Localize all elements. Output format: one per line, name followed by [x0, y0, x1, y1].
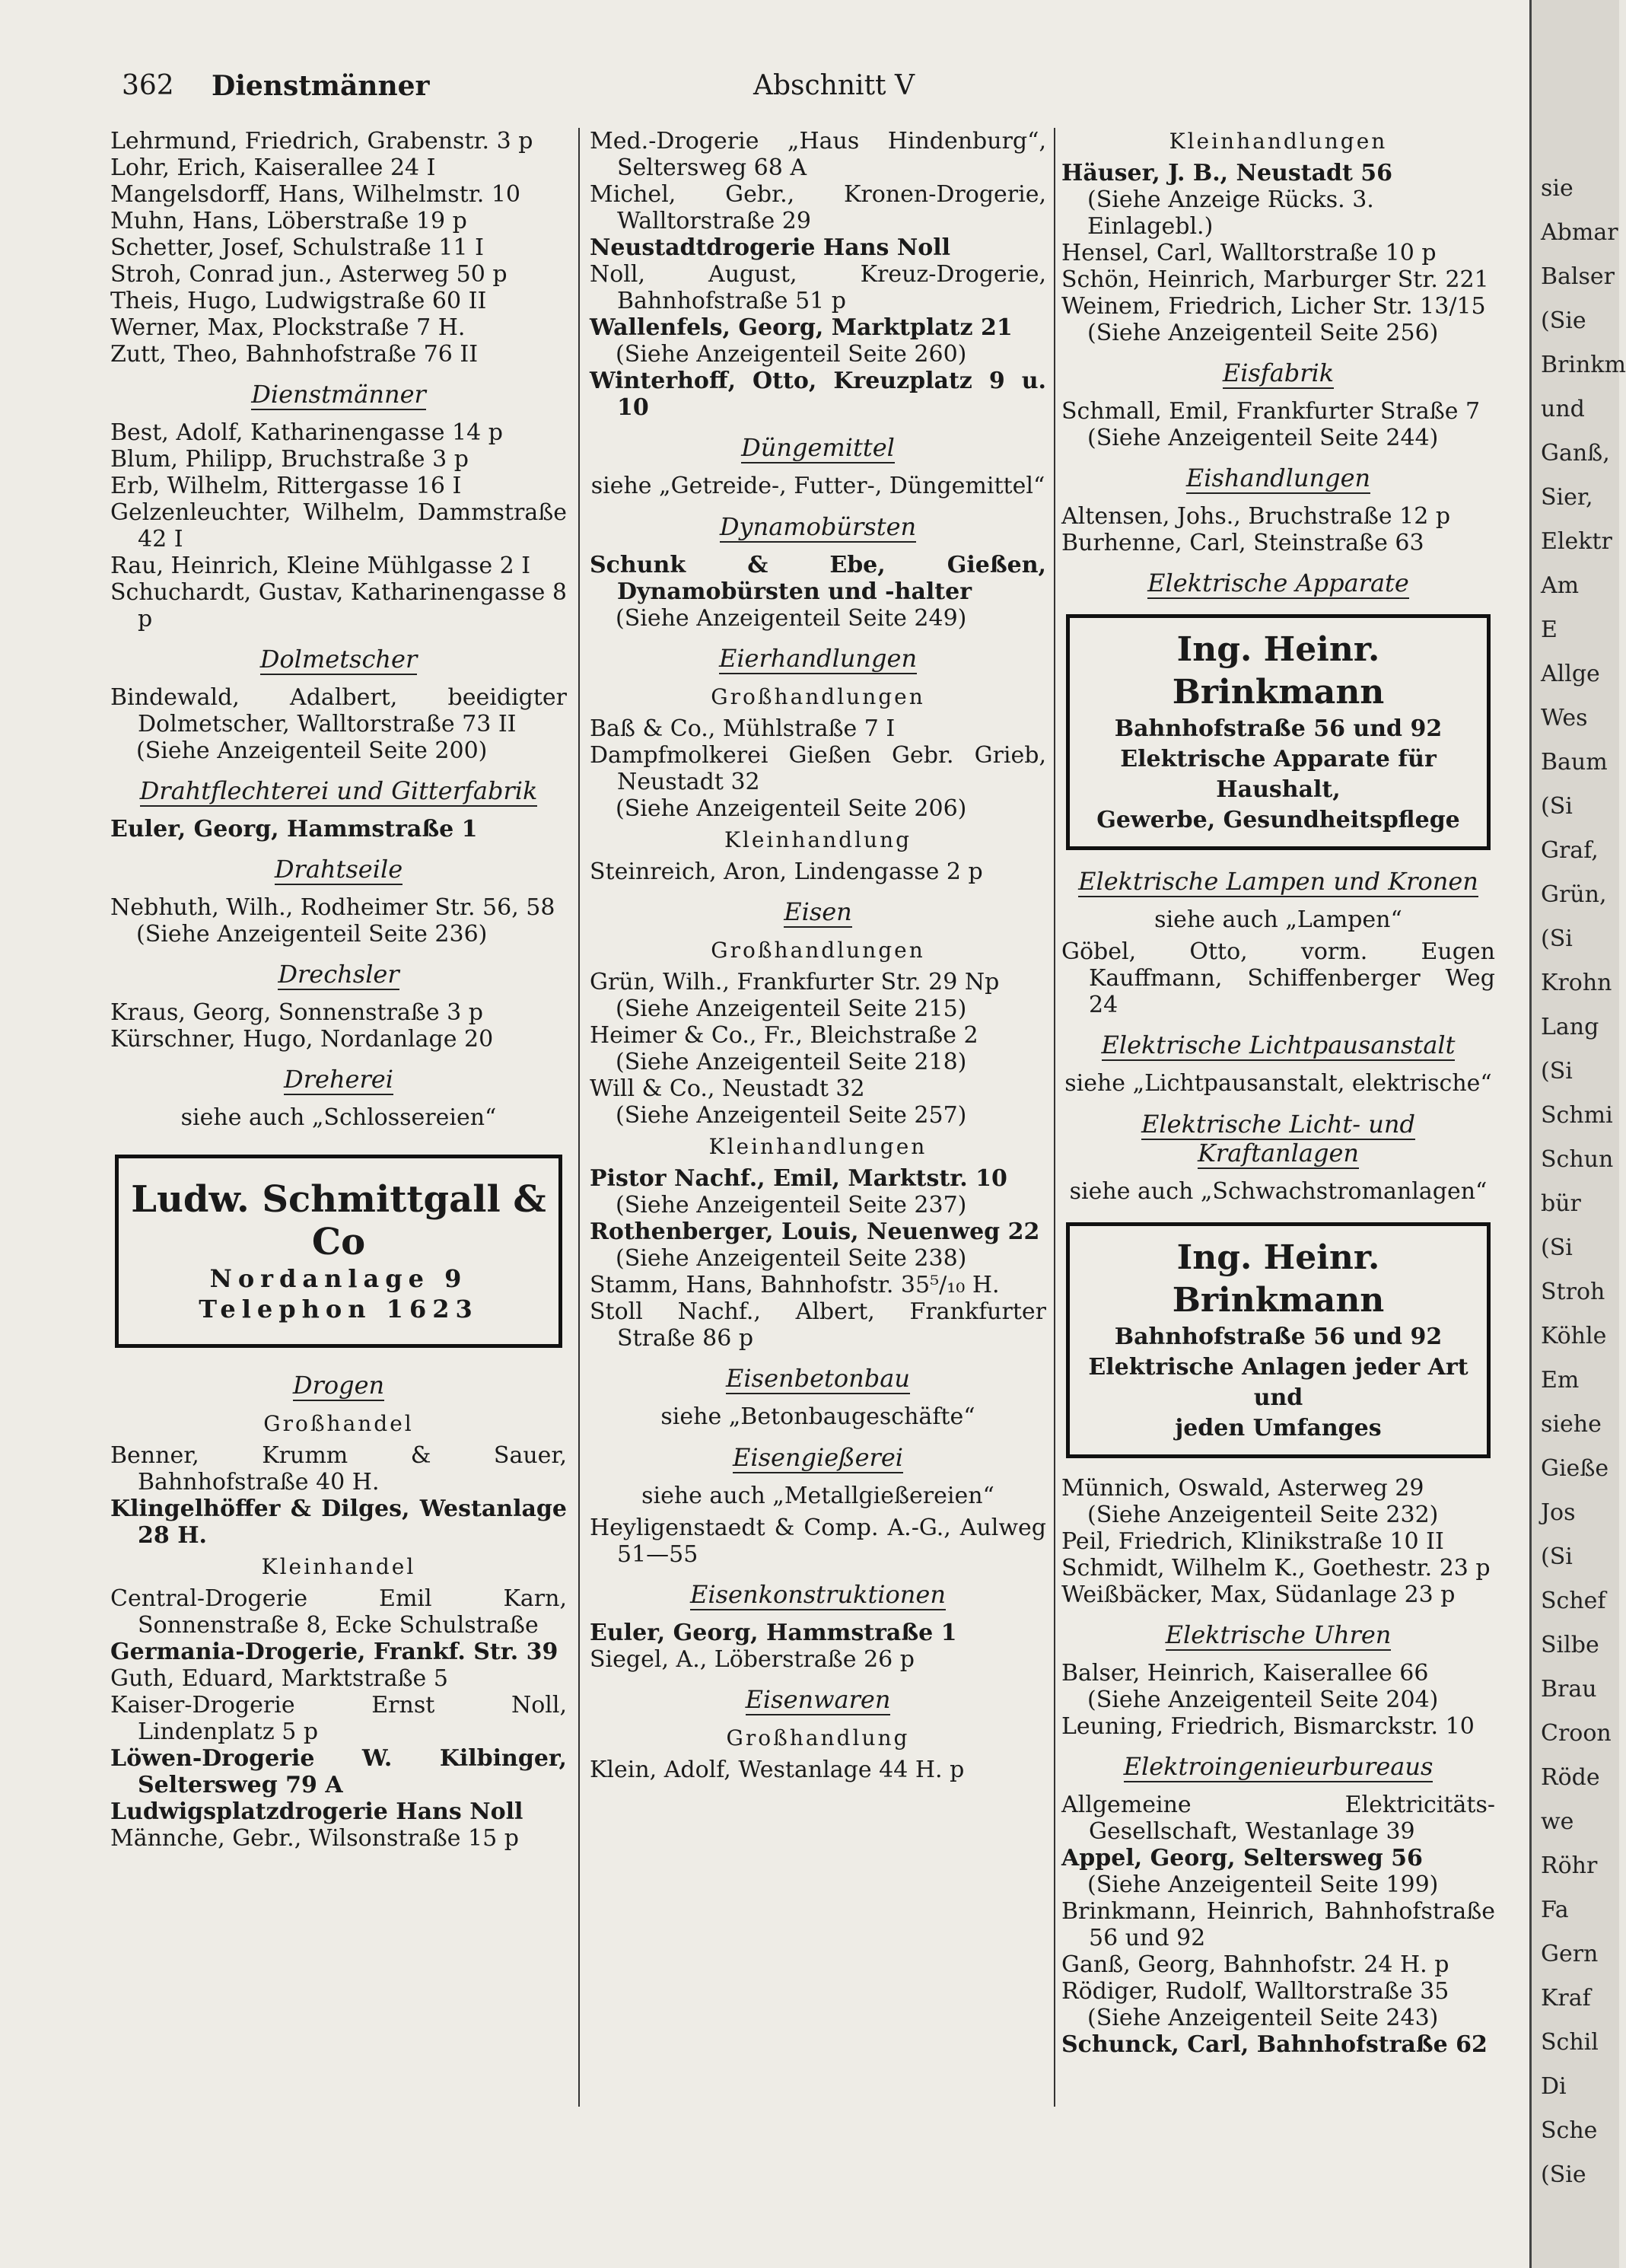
- directory-entry: Schetter, Josef, Schulstraße 11 I: [110, 234, 484, 261]
- adjacent-page-fragment: (Si: [1541, 793, 1573, 820]
- ad-reference: (Siehe Anzeigenteil Seite 244): [1087, 425, 1439, 451]
- subheading: Kleinhandlungen: [708, 1134, 928, 1159]
- directory-entry: Kraus, Georg, Sonnenstraße 3 p: [110, 999, 483, 1026]
- directory-entry: Kaiser-Drogerie Ernst Noll, Lindenplatz 5 p: [110, 1692, 567, 1745]
- directory-entry: Gelzenleuchter, Wilhelm, Dammstraße 42 I: [110, 499, 567, 553]
- adjacent-page-fragment: Lang: [1541, 1014, 1599, 1040]
- see-also: siehe „Betonbaugeschäfte“: [660, 1403, 975, 1430]
- adjacent-page-fragment: Baum: [1541, 749, 1608, 776]
- directory-entry: Lehrmund, Friedrich, Grabenstr. 3 p: [110, 128, 533, 154]
- entry-list: [1061, 503, 1495, 556]
- adjacent-page-fragment: Schun: [1541, 1146, 1614, 1173]
- adjacent-page-fragment: Gern: [1541, 1941, 1599, 1967]
- category-heading: Elektrische Uhren: [1165, 1620, 1392, 1649]
- entry-list: [110, 128, 567, 368]
- directory-entry: Wallenfels, Georg, Marktplatz 21: [590, 314, 1013, 341]
- category-heading: Eisenwaren: [745, 1685, 891, 1714]
- ad-reference: (Siehe Anzeigenteil Seite 236): [136, 921, 488, 948]
- column-1: [110, 128, 567, 1852]
- adjacent-page-edge: [1529, 0, 1626, 2268]
- entry-list: [1061, 1792, 1495, 2058]
- ad-line: Elektrische Apparate für Haushalt,: [1120, 746, 1437, 803]
- column-rule: [1054, 128, 1055, 2107]
- adjacent-page-fragment: Köhle: [1541, 1323, 1607, 1349]
- category-heading: Drogen: [292, 1371, 385, 1400]
- adjacent-page-fragment: (Sie: [1541, 2161, 1586, 2188]
- directory-entry: Neustadtdrogerie Hans Noll: [590, 234, 951, 261]
- ad-line: jeden Umfanges: [1175, 1415, 1382, 1441]
- ad-reference: (Siehe Anzeigenteil Seite 218): [616, 1049, 967, 1075]
- adjacent-page-fragment: (Sie: [1541, 307, 1586, 334]
- directory-entry: Schmall, Emil, Frankfurter Straße 7: [1061, 398, 1481, 425]
- adjacent-page-fragment: Schef: [1541, 1588, 1606, 1614]
- ad-reference: (Siehe Anzeigenteil Seite 206): [616, 795, 967, 822]
- directory-entry: Michel, Gebr., Kronen-Drogerie, Walltorstraße 29: [590, 181, 1046, 234]
- category-heading: Drahtseile: [274, 855, 403, 884]
- entry-list: [110, 1442, 567, 1549]
- ad-company-name: Ing. Heinr. Brinkmann: [1172, 1238, 1385, 1320]
- directory-entry: Stoll Nachf., Albert, Frankfurter Straße 86 p: [590, 1298, 1046, 1352]
- directory-entry: Siegel, A., Löberstraße 26 p: [590, 1646, 915, 1673]
- directory-entry: Rau, Heinrich, Kleine Mühlgasse 2 I: [110, 553, 531, 579]
- category-heading: Elektrische Licht- und Kraftanlagen: [1141, 1110, 1415, 1167]
- category-heading: Eisenbetonbau: [726, 1364, 910, 1393]
- adjacent-page-fragment: Sier,: [1541, 484, 1593, 511]
- adjacent-page-fragment: (Si: [1541, 925, 1573, 952]
- directory-entry: Euler, Georg, Hammstraße 1: [590, 1620, 957, 1646]
- entry-list: [110, 1585, 567, 1852]
- adjacent-page-fragment: we: [1541, 1808, 1574, 1835]
- adjacent-page-fragment: bür: [1541, 1190, 1581, 1217]
- adjacent-page-fragment: Di: [1541, 2073, 1567, 2100]
- directory-entry: Bindewald, Adalbert, beeidigter Dolmetscher, Walltorstraße 73 II: [110, 684, 567, 737]
- ad-reference: (Siehe Anzeigenteil Seite 260): [616, 341, 967, 368]
- directory-entry: Blum, Philipp, Bruchstraße 3 p: [110, 446, 469, 473]
- directory-entry: Steinreich, Aron, Lindengasse 2 p: [590, 858, 983, 885]
- adjacent-page-fragment: Abmar: [1541, 219, 1618, 246]
- ad-reference: (Siehe Anzeigenteil Seite 215): [616, 995, 967, 1022]
- directory-entry: Schunck, Carl, Bahnhofstraße 62: [1061, 2031, 1488, 2058]
- see-also: siehe auch „Metallgießereien“: [641, 1483, 994, 1509]
- adjacent-page-fragment: Brau: [1541, 1676, 1597, 1703]
- directory-entry: Mangelsdorff, Hans, Wilhelmstr. 10: [110, 181, 520, 208]
- adjacent-page-fragment: siehe: [1541, 1411, 1602, 1438]
- adjacent-page-fragment: Röhr: [1541, 1852, 1598, 1879]
- adjacent-page-fragment: Elektr: [1541, 528, 1612, 555]
- section-label: Abschnitt V: [753, 70, 915, 101]
- page-number: 362: [122, 70, 174, 101]
- category-heading: Eishandlungen: [1185, 463, 1371, 492]
- directory-entry: Pistor Nachf., Emil, Marktstr. 10: [590, 1165, 1007, 1192]
- adjacent-page-fragment: Krohn: [1541, 970, 1612, 996]
- directory-entry: Schön, Heinrich, Marburger Str. 221: [1061, 266, 1489, 293]
- category-heading: Drahtflechterei und Gitterfabrik: [139, 776, 538, 805]
- subheading: Kleinhandlungen: [1169, 129, 1388, 154]
- directory-entry: Rödiger, Rudolf, Walltorstraße 35: [1061, 1978, 1449, 2005]
- see-also: siehe auch „Schlossereien“: [180, 1104, 497, 1131]
- category-heading: Eisen: [784, 897, 852, 926]
- ad-company-name: Ludw. Schmittgall & Co: [131, 1178, 546, 1263]
- directory-entry: Muhn, Hans, Löberstraße 19 p: [110, 208, 467, 234]
- directory-entry: Germania-Drogerie, Frankf. Str. 39: [110, 1639, 558, 1665]
- ad-reference: (Siehe Anzeigenteil Seite 249): [616, 605, 967, 632]
- directory-entry: Schunk & Ebe, Gießen, Dynamobürsten und -halter: [590, 552, 1046, 605]
- adjacent-page-fragment: Stroh: [1541, 1279, 1605, 1305]
- adjacent-page-fragment: Sche: [1541, 2117, 1598, 2144]
- page-title: Dienstmänner: [212, 70, 430, 102]
- adjacent-page-fragment: E: [1541, 616, 1558, 643]
- ad-address: Bahnhofstraße 56 und 92: [1114, 1324, 1443, 1350]
- directory-entry: Werner, Max, Plockstraße 7 H.: [110, 314, 466, 341]
- ad-reference: (Siehe Anzeigenteil Seite 204): [1087, 1687, 1439, 1713]
- column-3: [1061, 128, 1495, 2058]
- directory-entry: Will & Co., Neustadt 32: [590, 1075, 865, 1102]
- directory-entry: Balser, Heinrich, Kaiserallee 66: [1061, 1660, 1429, 1687]
- adjacent-page-fragment: Am: [1541, 572, 1580, 599]
- entry-list: [1061, 1475, 1495, 1608]
- adjacent-page-fragment: Graf,: [1541, 837, 1599, 864]
- directory-entry: Baß & Co., Mühlstraße 7 I: [590, 715, 896, 742]
- directory-entry: Ludwigsplatzdrogerie Hans Noll: [110, 1798, 523, 1825]
- category-heading: Dienstmänner: [251, 380, 426, 409]
- column-rule: [578, 128, 580, 2107]
- category-heading: Eisenkonstruktionen: [690, 1580, 946, 1609]
- directory-entry: Ganß, Georg, Bahnhofstr. 24 H. p: [1061, 1951, 1449, 1978]
- ad-reference: (Siehe Anzeige Rücks. 3. Einlagebl.): [1087, 186, 1374, 240]
- subheading: Großhandlungen: [711, 938, 925, 963]
- ad-line: Gewerbe, Gesundheitspflege: [1096, 807, 1460, 833]
- column-2: [590, 128, 1046, 1783]
- page-header: [122, 70, 1507, 116]
- directory-entry: Winterhoff, Otto, Kreuzplatz 9 u. 10: [590, 368, 1046, 421]
- directory-entry: Heyligenstaedt & Comp. A.-G., Aulweg 51—55: [590, 1515, 1046, 1568]
- directory-entry: Guth, Eduard, Marktstraße 5: [110, 1665, 448, 1692]
- category-heading: Eisfabrik: [1222, 358, 1335, 387]
- adjacent-page-fragment: (Si: [1541, 1234, 1573, 1261]
- adjacent-page-fragment: Em: [1541, 1367, 1580, 1394]
- see-also: siehe „Lichtpausanstalt, elektrische“: [1064, 1070, 1492, 1097]
- ad-reference: (Siehe Anzeigenteil Seite 200): [136, 737, 488, 764]
- see-also: siehe auch „Lampen“: [1154, 906, 1402, 933]
- subheading: Großhandel: [263, 1411, 414, 1436]
- directory-entry: Brinkmann, Heinrich, Bahnhofstraße 56 und 92: [1061, 1898, 1495, 1951]
- category-heading: Elektrische Apparate: [1147, 569, 1409, 597]
- directory-entry: Löwen-Drogerie W. Kilbinger, Seltersweg 79 A: [110, 1745, 567, 1798]
- adjacent-page-fragment: Wes: [1541, 705, 1588, 731]
- directory-entry: Dampfmolkerei Gießen Gebr. Grieb, Neustadt 32: [590, 742, 1046, 795]
- category-heading: Elektroingenieurbureaus: [1123, 1752, 1433, 1781]
- ad-reference: (Siehe Anzeigenteil Seite 256): [1087, 320, 1439, 346]
- entry-list: [110, 999, 567, 1053]
- ad-reference: (Siehe Anzeigenteil Seite 243): [1087, 2005, 1439, 2031]
- adjacent-page-fragment: sie: [1541, 175, 1573, 202]
- directory-entry: Klingelhöffer & Dilges, Westanlage 28 H.: [110, 1496, 567, 1549]
- directory-entry: Benner, Krumm & Sauer, Bahnhofstraße 40 H.: [110, 1442, 567, 1496]
- entry-list: [110, 419, 567, 632]
- ad-reference: (Siehe Anzeigenteil Seite 238): [616, 1245, 967, 1272]
- ad-phone: Telephon 1623: [199, 1295, 479, 1324]
- adjacent-page-fragment: Grün,: [1541, 881, 1607, 908]
- adjacent-page-fragment: und: [1541, 396, 1585, 422]
- directory-entry: Weißbäcker, Max, Südanlage 23 p: [1061, 1582, 1456, 1608]
- ad-address: Bahnhofstraße 56 und 92: [1114, 715, 1443, 742]
- directory-entry: Med.-Drogerie „Haus Hindenburg“, Seltersweg 68 A: [590, 128, 1046, 181]
- directory-entry: Best, Adolf, Katharinengasse 14 p: [110, 419, 503, 446]
- adjacent-page-fragment: Balser: [1541, 263, 1615, 290]
- directory-entry: Peil, Friedrich, Klinikstraße 10 II: [1061, 1528, 1444, 1555]
- ad-line: Elektrische Anlagen jeder Art und: [1088, 1354, 1468, 1411]
- directory-entry: Stroh, Conrad jun., Asterweg 50 p: [110, 261, 508, 288]
- adjacent-page-fragment: Silbe: [1541, 1632, 1599, 1658]
- directory-entry: Schmidt, Wilhelm K., Goethestr. 23 p: [1061, 1555, 1491, 1582]
- adjacent-page-fragment: Brinkm: [1541, 352, 1626, 378]
- see-also: siehe „Getreide-, Futter-, Düngemittel“: [590, 473, 1045, 499]
- directory-entry: Erb, Wilhelm, Rittergasse 16 I: [110, 473, 462, 499]
- directory-entry: Heimer & Co., Fr., Bleichstraße 2: [590, 1022, 978, 1049]
- directory-entry: Rothenberger, Louis, Neuenweg 22: [590, 1218, 1040, 1245]
- directory-entry: Noll, August, Kreuz-Drogerie, Bahnhofstraße 51 p: [590, 261, 1046, 314]
- advertisement-brinkmann-apparate: [1066, 614, 1491, 850]
- directory-entry: Lohr, Erich, Kaiserallee 24 I: [110, 154, 436, 181]
- directory-entry: Burhenne, Carl, Steinstraße 63: [1061, 530, 1424, 556]
- category-heading: Elektrische Lichtpausanstalt: [1101, 1030, 1456, 1059]
- ad-reference: (Siehe Anzeigenteil Seite 257): [616, 1102, 967, 1129]
- directory-entry: Appel, Georg, Seltersweg 56: [1061, 1845, 1423, 1871]
- advertisement-brinkmann-anlagen: [1066, 1222, 1491, 1458]
- subheading: Großhandlung: [726, 1725, 910, 1750]
- ad-reference: (Siehe Anzeigenteil Seite 199): [1087, 1871, 1439, 1898]
- subheading: Kleinhandlung: [724, 827, 912, 852]
- category-heading: Dolmetscher: [259, 645, 418, 674]
- directory-entry: Allgemeine Elektricitäts-Gesellschaft, Westanlage 39: [1061, 1792, 1495, 1845]
- directory-entry: Schuchardt, Gustav, Katharinengasse 8 p: [110, 579, 567, 632]
- adjacent-page-fragment: Röde: [1541, 1764, 1600, 1791]
- category-heading: Eisengießerei: [733, 1443, 903, 1472]
- entry-list: [590, 128, 1046, 341]
- see-also: siehe auch „Schwachstromanlagen“: [1069, 1178, 1488, 1205]
- adjacent-page-fragment: Schil: [1541, 2029, 1599, 2056]
- directory-entry: Münnich, Oswald, Asterweg 29: [1061, 1475, 1424, 1502]
- ad-address: Nordanlage 9: [209, 1264, 468, 1293]
- adjacent-page-fragment: Fa: [1541, 1897, 1569, 1923]
- category-heading: Dreherei: [284, 1065, 393, 1094]
- advertisement-schmittgall: [115, 1155, 562, 1348]
- directory-entry: Central-Drogerie Emil Karn, Sonnenstraße 8, Ecke Schulstraße: [110, 1585, 567, 1639]
- directory-entry: Hensel, Carl, Walltorstraße 10 p: [1061, 240, 1437, 266]
- directory-entry: Leuning, Friedrich, Bismarckstr. 10: [1061, 1713, 1475, 1740]
- adjacent-page-fragment: Jos: [1541, 1499, 1576, 1526]
- directory-entry: Nebhuth, Wilh., Rodheimer Str. 56, 58: [110, 894, 555, 921]
- category-heading: Eierhandlungen: [718, 644, 918, 673]
- adjacent-page-fragment: (Si: [1541, 1058, 1573, 1085]
- directory-entry: Grün, Wilh., Frankfurter Str. 29 Np: [590, 969, 1000, 995]
- category-heading: Dynamobürsten: [719, 512, 917, 541]
- directory-entry: Altensen, Johs., Bruchstraße 12 p: [1061, 503, 1451, 530]
- adjacent-page-fragment: Kraf: [1541, 1985, 1591, 2012]
- adjacent-page-fragment: Schmi: [1541, 1102, 1613, 1129]
- adjacent-page-fragment: (Si: [1541, 1543, 1573, 1570]
- adjacent-page-fragment: Allge: [1541, 661, 1600, 687]
- ad-reference: (Siehe Anzeigenteil Seite 232): [1087, 1502, 1439, 1528]
- adjacent-page-fragment: Ganß,: [1541, 440, 1610, 467]
- ad-reference: (Siehe Anzeigenteil Seite 237): [616, 1192, 967, 1218]
- category-heading: Düngemittel: [741, 433, 895, 462]
- adjacent-page-fragment: Croon: [1541, 1720, 1612, 1747]
- directory-entry: Euler, Georg, Hammstraße 1: [110, 816, 478, 843]
- directory-entry: Häuser, J. B., Neustadt 56: [1061, 160, 1393, 186]
- directory-entry: Weinem, Friedrich, Licher Str. 13/15: [1061, 293, 1486, 320]
- directory-entry: Männche, Gebr., Wilsonstraße 15 p: [110, 1825, 519, 1852]
- directory-entry: Göbel, Otto, vorm. Eugen Kauffmann, Schiffenberger Weg 24: [1061, 938, 1495, 1018]
- directory-entry: Klein, Adolf, Westanlage 44 H. p: [590, 1757, 965, 1783]
- category-heading: Drechsler: [278, 960, 399, 989]
- subheading: Kleinhandel: [261, 1554, 416, 1579]
- directory-entry: Zutt, Theo, Bahnhofstraße 76 II: [110, 341, 479, 368]
- directory-entry: Theis, Hugo, Ludwigstraße 60 II: [110, 288, 487, 314]
- ad-company-name: Ing. Heinr. Brinkmann: [1172, 630, 1385, 712]
- directory-entry: Kürschner, Hugo, Nordanlage 20: [110, 1026, 494, 1053]
- directory-entry: Stamm, Hans, Bahnhofstr. 35⁵/₁₀ H.: [590, 1272, 1000, 1298]
- adjacent-page-fragment: Gieße: [1541, 1455, 1609, 1482]
- subheading: Großhandlungen: [711, 684, 925, 709]
- category-heading: Elektrische Lampen und Kronen: [1078, 867, 1478, 896]
